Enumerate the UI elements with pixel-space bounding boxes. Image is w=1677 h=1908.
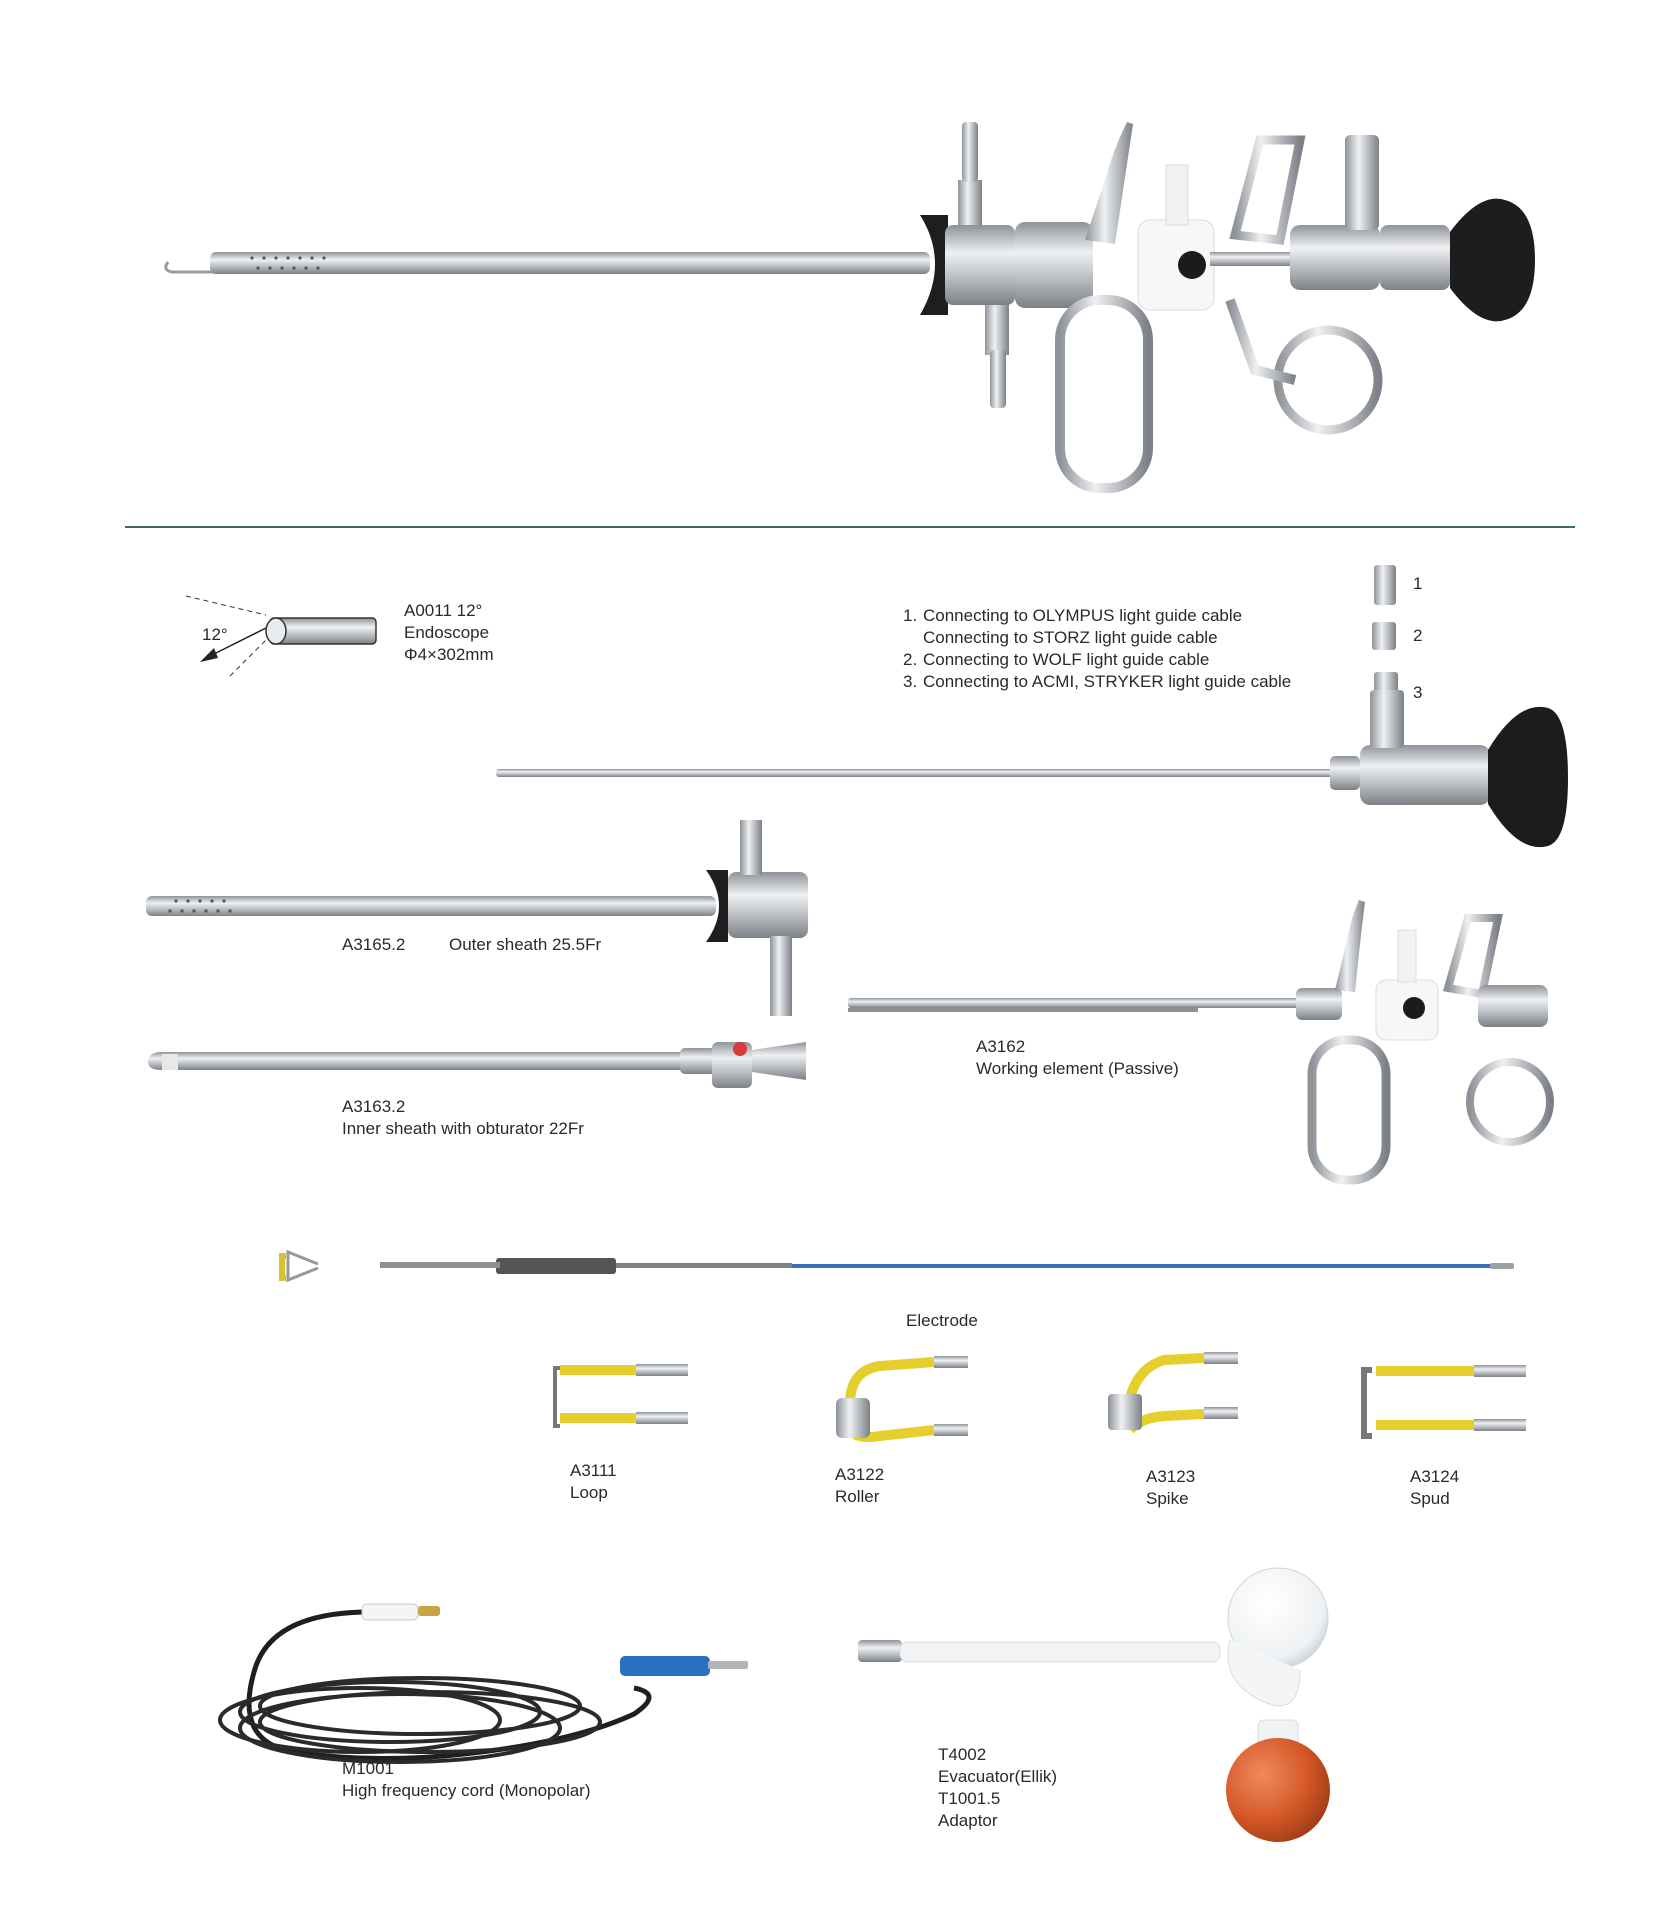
- endoscope-label: [404, 600, 494, 666]
- endoscope-code: A0011 12°: [404, 601, 483, 620]
- working-element-label: [976, 1036, 1179, 1080]
- connector-marker: 2: [1413, 626, 1423, 645]
- connector-marker: 3: [1413, 683, 1423, 702]
- connector-item: 2. Connecting to WOLF light guide cable: [903, 650, 1210, 669]
- electrode-label-roller: A3122 Roller: [835, 1465, 885, 1506]
- electrode-tips-images: [555, 1352, 1526, 1438]
- inner-sheath-name: Inner sheath with obturator 22Fr: [342, 1119, 584, 1138]
- evacuator-image: [858, 1568, 1330, 1842]
- outer-sheath-code: A3165.2: [342, 935, 406, 954]
- endoscope-image: [496, 690, 1568, 847]
- inner-sheath-label: [342, 1096, 584, 1140]
- working-element-image: [848, 900, 1550, 1180]
- connector-item: Connecting to STORZ light guide cable: [923, 628, 1218, 647]
- electrode-label-loop: A3111 Loop: [570, 1461, 617, 1502]
- inner-sheath-code: A3163.2: [342, 1097, 406, 1116]
- evacuator-code: T4002: [938, 1745, 987, 1764]
- electrode-label-spike: A3123 Spike: [1146, 1467, 1196, 1508]
- electrode-title: Electrode: [906, 1311, 978, 1330]
- cord-code: M1001: [342, 1759, 394, 1778]
- cord-label: [342, 1758, 591, 1802]
- connector-list: [903, 605, 1291, 693]
- evacuator-label: [938, 1744, 1057, 1832]
- inner-sheath-image: [148, 1042, 806, 1088]
- outer-sheath-image: [146, 820, 808, 1016]
- outer-sheath-name: Outer sheath 25.5Fr: [449, 935, 602, 954]
- adaptor-name: Adaptor: [938, 1811, 998, 1830]
- hf-cord-image: [220, 1604, 748, 1762]
- connector-item: 1. Connecting to OLYMPUS light guide cable: [903, 606, 1243, 625]
- assembled-resectoscope-image: [166, 122, 1535, 488]
- endoscope-dimensions: Φ4×302mm: [404, 645, 494, 664]
- adaptor-code: T1001.5: [938, 1789, 1001, 1808]
- working-element-code: A3162: [976, 1037, 1026, 1056]
- electrode-image: [282, 1252, 1514, 1280]
- cord-name: High frequency cord (Monopolar): [342, 1781, 591, 1800]
- endoscope-name: Endoscope: [404, 623, 490, 642]
- electrode-label-spud: A3124 Spud: [1410, 1467, 1460, 1508]
- evacuator-name: Evacuator(Ellik): [938, 1767, 1058, 1786]
- working-element-name: Working element (Passive): [976, 1059, 1179, 1078]
- section-divider: [125, 526, 1575, 528]
- angle-label: 12°: [202, 625, 228, 644]
- connector-marker: 1: [1413, 574, 1423, 593]
- connector-item: 3. Connecting to ACMI, STRYKER light guide cable: [903, 672, 1292, 691]
